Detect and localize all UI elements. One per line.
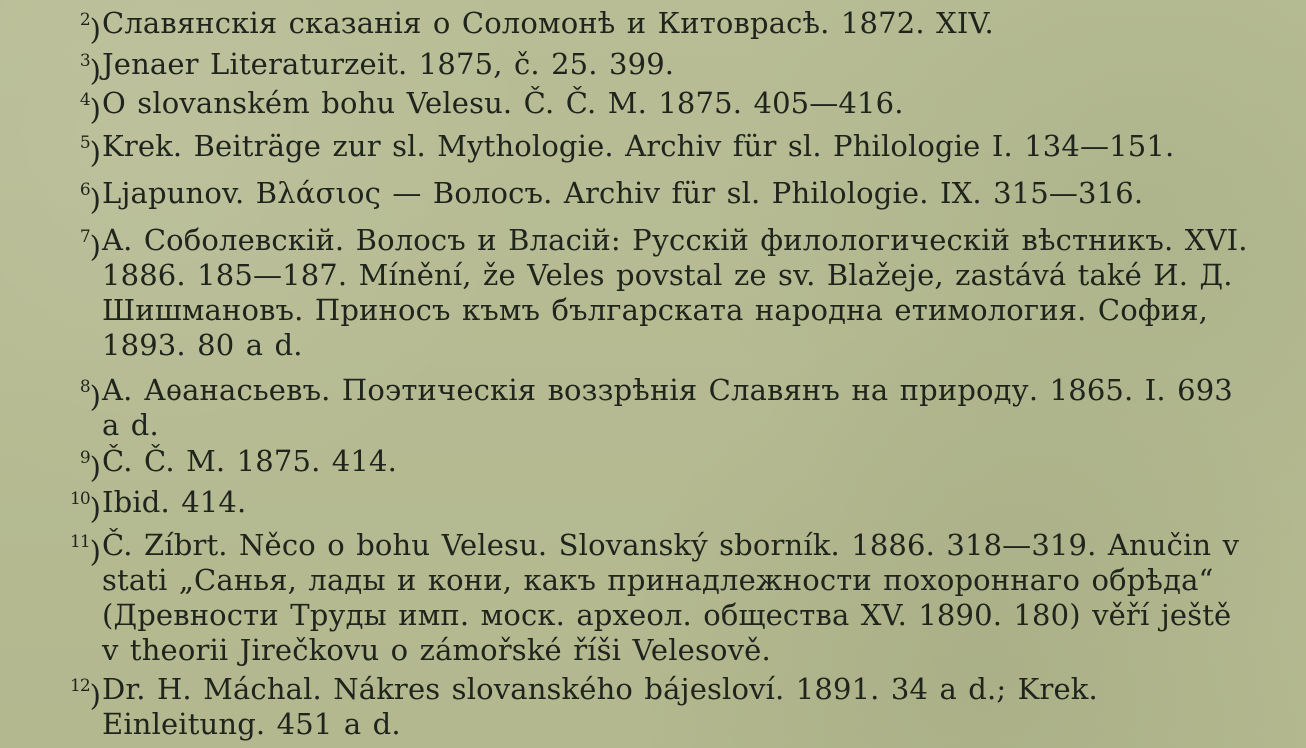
footnote-text: Jenaer Literaturzeit. 1875, č. 25. 399. [102,46,675,81]
footnote-11 [50,528,1255,668]
footnote-text: O slovanském bohu Velesu. Č. Č. M. 1875. 405—416. [102,86,904,121]
footnote-text: Ibid. 414. [102,484,247,519]
footnote-12 [50,672,1255,742]
footnote-marker: $^7$) [79,227,100,264]
footnote-marker: $^{10}$) [70,488,100,526]
footnote-text: A. Аѳанасьевъ. Поэтическія воззрѣнія Славянъ на природу. 1865. I. 693 a d. [102,373,1233,443]
footnote-8 [50,373,1255,443]
footnote-text: Dr. H. Máchal. Nákres slovanského bájesloví. 1891. 34 a d.; Krek. Einleitung. 451 a d. [102,671,1098,741]
footnote-4 [50,86,1255,128]
footnote-marker: $^9$) [79,448,100,485]
footnote-5 [50,129,1255,171]
footnote-text: Krek. Beiträge zur sl. Mythologie. Archiv für sl. Philologie I. 134—151. [102,128,1175,163]
footnote-marker: $^{12}$) [70,675,100,713]
footnote-marker: $^{11}$) [70,531,100,569]
footnote-marker: $^8$) [79,377,100,414]
footnote-marker: $^6$) [79,179,100,217]
footnote-10 [50,485,1255,527]
footnote-9 [50,444,1255,486]
footnote-marker: $^2$) [79,10,100,47]
footnotes-list [50,0,1255,742]
footnote-marker: $^4$) [79,90,100,127]
footnote-marker: $^3$) [79,50,100,88]
footnote-text: A. Соболевскій. Волосъ и Власій: Русскій филологическій вѣстникъ. XVI. 1886. 185—187. Mínění, že Veles povstal ze sv. Blažeje, zastává také И. Д. Шишмановъ. Приносъ къмъ българската народна етимология. София, 1893. 80 a d. [102,223,1248,363]
footnote-3 [50,47,1255,89]
footnote-2 [50,6,1255,48]
footnote-7 [50,223,1255,363]
footnote-marker: $^5$) [79,132,100,170]
footnote-text: Славянскія сказанія о Соломонѣ и Китоврасѣ. 1872. XIV. [102,6,994,40]
footnote-text: Ljapunov. Βλάσιος — Волосъ. Archiv für sl. Philologie. IX. 315—316. [102,175,1144,210]
footnote-text: Č. Zíbrt. Něco o bohu Velesu. Slovanský sborník. 1886. 318—319. Anučin v stati „Санья, лады и кони, какъ принадлежности похороннаго обрѣда“ (Древности Труды имп. моск. археол. общества XV. 1890. 180) věří ještě v theorii Jirečkovu o zámořské říši Velesově. [102,527,1240,667]
footnote-text: Č. Č. M. 1875. 414. [102,444,397,479]
footnote-6 [50,176,1255,218]
